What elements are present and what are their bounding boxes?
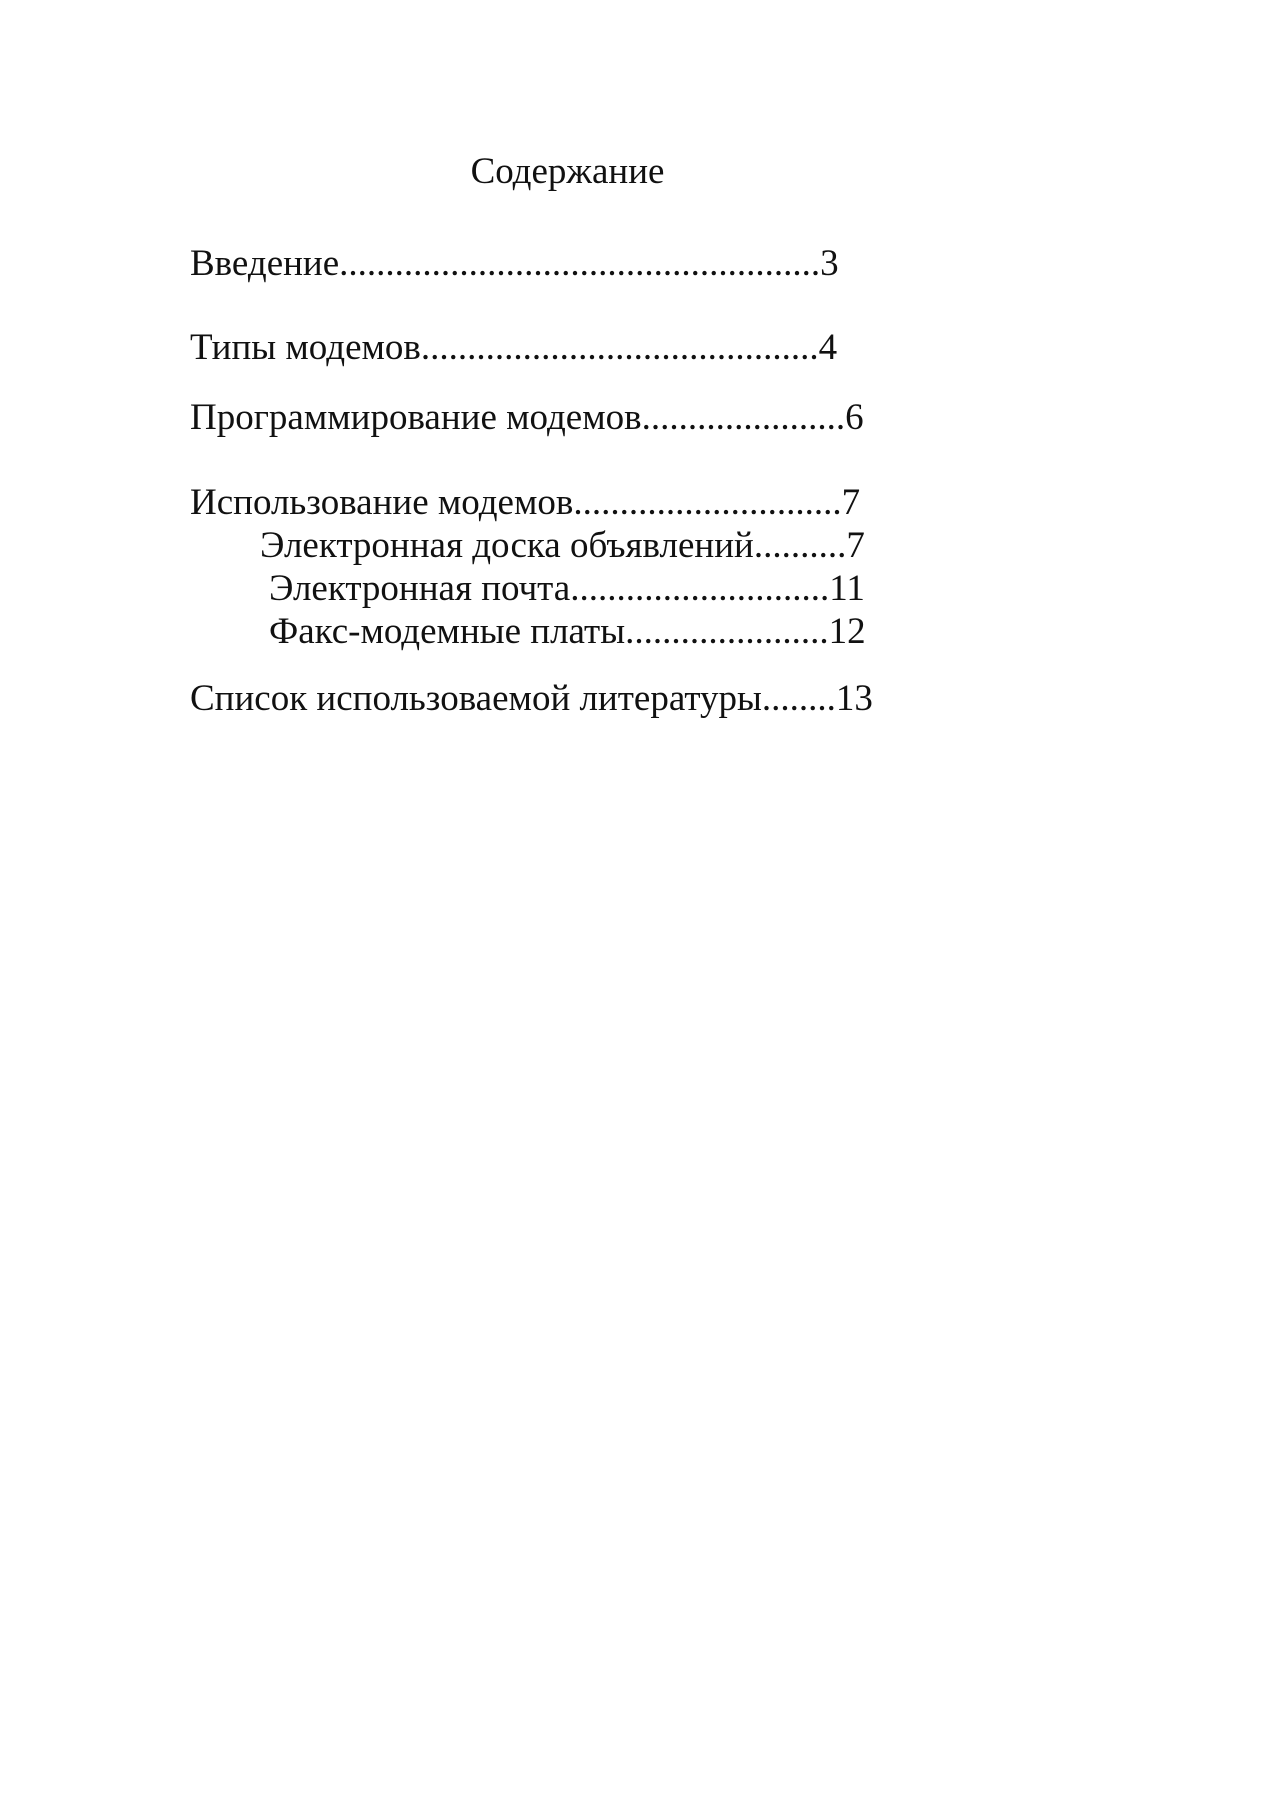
toc-leader-dots: ....................................................: [339, 243, 821, 284]
toc-leader-dots: ..........: [753, 525, 847, 566]
toc-entry-text: Типы модемов: [190, 327, 421, 368]
toc-subentry-email: [269, 567, 865, 611]
toc-leader-dots: ......................: [625, 611, 829, 652]
toc-leader-dots: .............................: [573, 482, 842, 523]
toc-title: Содержание: [470, 151, 665, 192]
toc-page-number: 3: [820, 243, 839, 284]
toc-entry-text: Факс-модемные платы: [269, 611, 626, 652]
toc-entry-modem-programming: [190, 396, 864, 440]
toc-leader-dots: ......................: [641, 397, 846, 438]
toc-entry-references: [190, 677, 873, 721]
toc-page-number: 12: [828, 611, 866, 652]
toc-page-number: 7: [841, 482, 861, 523]
toc-entry-text: Использование модемов: [190, 482, 574, 523]
toc-entry-text: Электронная доска объявлений: [260, 525, 754, 566]
toc-entry-modem-types: [190, 326, 837, 370]
toc-leader-dots: ............................: [570, 568, 830, 609]
toc-page-number: 6: [845, 397, 864, 438]
toc-subentry-bulletin-board: [260, 524, 865, 568]
toc-entry-introduction: [190, 242, 839, 286]
toc-entry-text: Программирование модемов: [190, 397, 642, 438]
toc-leader-dots: ........: [761, 678, 836, 719]
toc-leader-dots: ...........................................: [420, 327, 819, 368]
toc-entry-text: Электронная почта: [269, 568, 571, 609]
toc-page-number: 7: [846, 525, 865, 566]
toc-page-number: 13: [835, 678, 873, 719]
toc-entry-text: Список использоваемой литературы: [190, 678, 762, 719]
toc-page-number: 4: [818, 327, 838, 368]
toc-subentry-fax-modem-boards: [269, 610, 866, 654]
toc-entry-text: Введение: [190, 243, 340, 284]
toc-page-number: 11: [829, 568, 865, 609]
toc-entry-modem-usage: [190, 481, 860, 525]
